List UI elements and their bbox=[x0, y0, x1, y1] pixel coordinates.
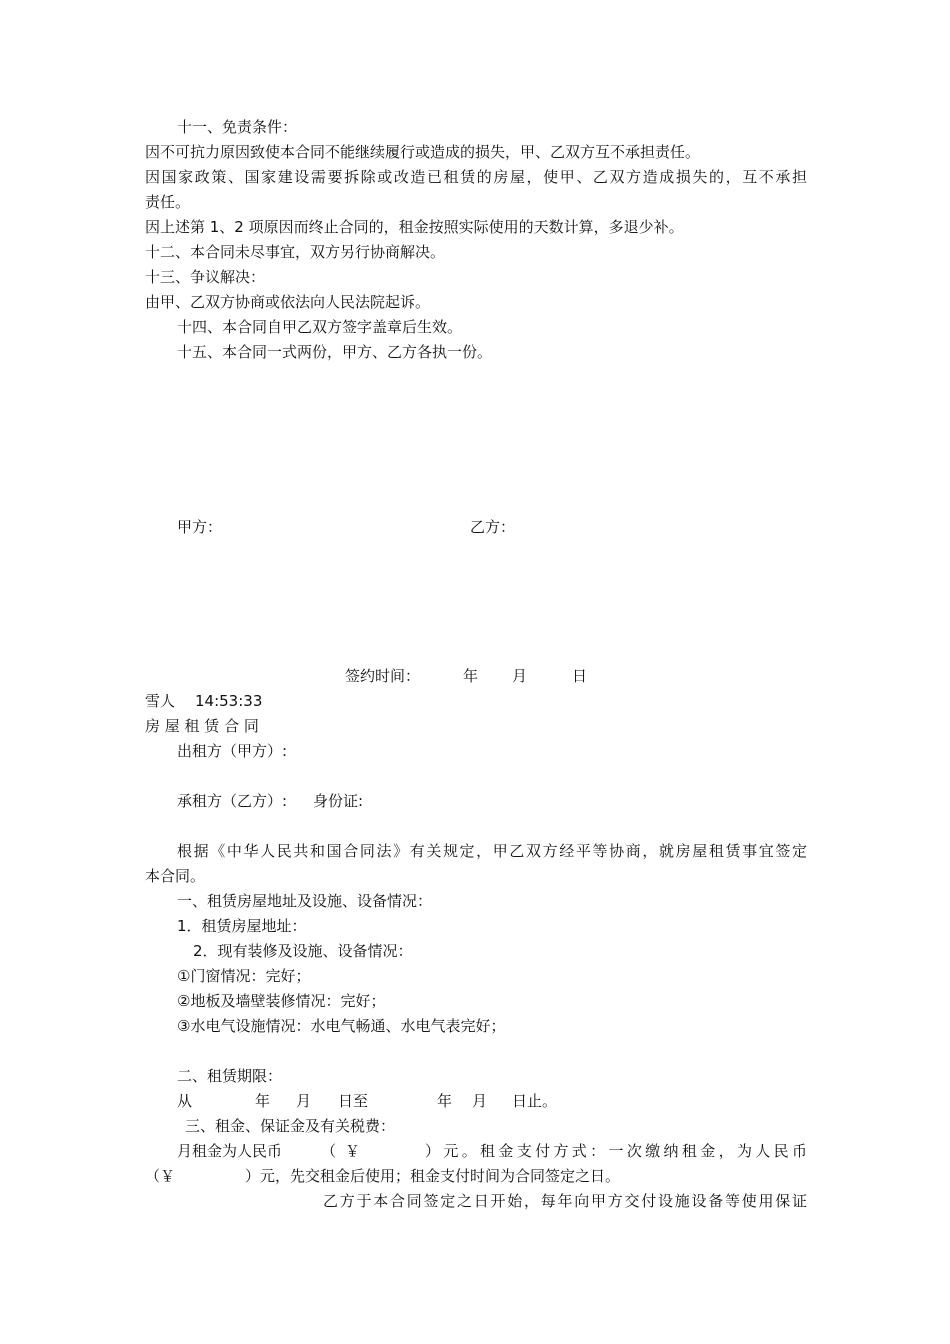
lease-start-month: 月 bbox=[296, 1092, 312, 1110]
section-1-item-2c: ③水电气设施情况：水电气畅通、水电气表完好； bbox=[177, 1017, 506, 1035]
rent-payment-method: ）元。租金支付方式：一次缴纳租金，为人民币 bbox=[425, 1142, 807, 1160]
id-card-label: 身份证: bbox=[313, 792, 364, 810]
clause-11-item-1: 因不可抗力原因致使本合同不能继续履行或造成的损失，甲、乙双方互不承担责任。 bbox=[145, 143, 701, 161]
clause-11-item-2: 因国家政策、国家建设需要拆除或改造已租赁的房屋，使甲、乙双方造成损失的，互不承担 bbox=[145, 168, 807, 186]
section-3-title: 三、租金、保证金及有关税费： bbox=[185, 1117, 396, 1135]
chat-time: 14:53:33 bbox=[195, 692, 263, 710]
rent-amount-open: （￥ bbox=[145, 1167, 176, 1185]
clause-11-item-3: 因上述第 1、2 项原因而终止合同的，租金按照实际使用的天数计算，多退少补。 bbox=[145, 218, 684, 236]
rent-yuan-symbol: ￥ bbox=[345, 1142, 361, 1160]
clause-12: 十二、本合同未尽事宜，双方另行协商解决。 bbox=[145, 243, 446, 261]
intro-line-2: 本合同。 bbox=[145, 867, 206, 885]
party-b-signature-label: 乙方： bbox=[470, 518, 516, 536]
sign-date-month: 月 bbox=[512, 667, 528, 685]
clause-11-title: 十一、免责条件： bbox=[177, 118, 298, 136]
lease-end-day: 日止。 bbox=[512, 1092, 558, 1110]
section-1-title: 一、租赁房屋地址及设施、设备情况： bbox=[177, 892, 433, 910]
section-1-item-2a: ①门窗情况：完好； bbox=[177, 967, 311, 985]
rent-payment-time: ）元，先交租金后使用；租金支付时间为合同签定之日。 bbox=[245, 1167, 621, 1185]
deposit-text: 乙方于本合同签定之日开始，每年向甲方交付设施设备等使用保证 bbox=[323, 1192, 807, 1210]
clause-13-text: 由甲、乙双方协商或依法向人民法院起诉。 bbox=[145, 293, 431, 311]
section-1-item-2: 2．现有装修及设施、设备情况： bbox=[193, 942, 413, 960]
rent-paren-open: （ bbox=[321, 1142, 337, 1160]
clause-11-item-2-cont: 责任。 bbox=[145, 193, 191, 211]
sign-date-year: 年 bbox=[463, 667, 479, 685]
clause-14: 十四、本合同自甲乙双方签字盖章后生效。 bbox=[177, 318, 463, 336]
section-1-item-2b: ②地板及墙壁装修情况：完好； bbox=[177, 992, 386, 1010]
sign-date-day: 日 bbox=[572, 667, 588, 685]
lease-end-year: 年 bbox=[437, 1092, 453, 1110]
rent-label: 月租金为人民币 bbox=[177, 1142, 283, 1160]
lease-end-month: 月 bbox=[472, 1092, 488, 1110]
contract-title: 房 屋 租 赁 合 同 bbox=[145, 717, 259, 735]
intro-line-1: 根据《中华人民共和国合同法》有关规定，甲乙双方经平等协商，就房屋租赁事宜签定 bbox=[177, 842, 807, 860]
lease-start-year: 年 bbox=[255, 1092, 271, 1110]
lessee-label: 承租方（乙方）: bbox=[177, 792, 288, 810]
clause-13-title: 十三、争议解决： bbox=[145, 268, 266, 286]
lease-start-day: 日至 bbox=[338, 1092, 369, 1110]
sign-date-label: 签约时间： bbox=[345, 667, 421, 685]
lease-from: 从 bbox=[177, 1092, 193, 1110]
lessor-label: 出租方（甲方）: bbox=[177, 742, 288, 760]
section-2-title: 二、租赁期限： bbox=[177, 1067, 283, 1085]
party-a-signature-label: 甲方： bbox=[177, 518, 223, 536]
section-1-item-1: 1．租赁房屋地址： bbox=[177, 917, 307, 935]
clause-15: 十五、本合同一式两份，甲方、乙方各执一份。 bbox=[177, 343, 493, 361]
chat-sender: 雪人 bbox=[145, 692, 176, 710]
